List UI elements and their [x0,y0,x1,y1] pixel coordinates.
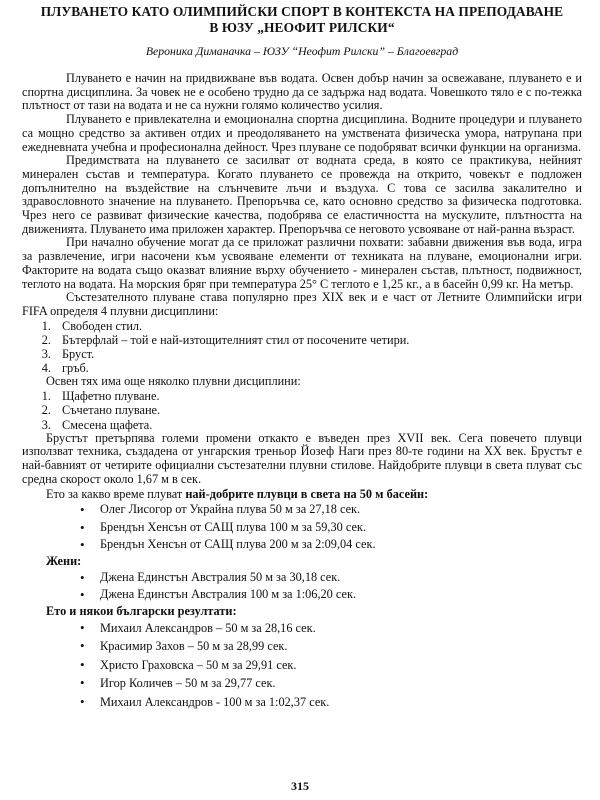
paragraph-2: Плуването е привлекателна и емоционална спортна дисциплина. Водните процедури и плуването са мощно средство за активен отдих и преодоляването на умствената физическа умора, натрупана при ежедневната учебна и професионална дейност. Чрез плуване се подобряват всички функции на организма. [22,112,582,154]
page-number: 315 [291,779,309,793]
bulgarian-results-list [22,619,582,712]
article-author: Вероника Диманачка – ЮЗУ “Неофит Рилски” – Благоевград [145,44,459,58]
women-label: Жени: [46,553,82,568]
paragraph-1: Плуването е начин на придвижване във водата. Освен добър начин за освежаване, плуването е и спортна дисциплина. За човек не е особено трудно да се задържа над водата. Човешкото тяло е с по-тежка плътност от тази на водата и не са нужни голямо количество усилия. [22,71,582,113]
list-item: 2. Съчетано плуване. [54,403,582,417]
list-item: • Брендън Хенсън от САЩ плува 100 м за 59,30 сек. [100,519,582,537]
list-item: 1. Свободен стил. [54,319,582,333]
list-item: • Брендън Хенсън от САЩ плува 200 м за 2:09,04 сек. [100,536,582,554]
list-item: • Олег Лисогор от Украйна плува 50 м за 27,18 сек. [100,501,582,519]
list-item: 2. Бътерфлай – той е най-изтощителният стил от посочените четири. [54,333,582,347]
men-results-list [22,501,582,554]
list-item: • Михаил Александров – 50 м за 28,16 сек. [100,619,582,638]
paragraph-4: При начално обучение могат да се приложат различни похвати: забавни движения във вода, игра за развлечение, игри насочени към усвояване елементи от техниката на плуване, емоционални игри. Факторите на водата също оказват влияние върху обучението - минерален състав, плътност, подвижност, теглото на водата. На морския бряг при температура 25° С теглото е 1,25 кг., а в басейн 0,99 кг. На метър. [22,235,582,291]
list-item: • Михаил Александров - 100 м за 1:02,37 сек. [100,693,582,712]
article-title [22,4,582,36]
paragraph-5: Състезателното плуване става популярно през XIX век и е част от Летните Олимпийски игри FIFA определя 4 плувни дисциплини: [22,290,582,318]
bg-intro-text: Ето и [46,604,80,619]
other-disciplines-list [22,389,582,432]
list-item: • Джена Единстън Австралия 100 м за 1:06,20 сек. [100,586,582,604]
list-item: • Христо Граховска – 50 м за 29,91 сек. [100,656,582,675]
paragraph-3: Предимствата на плуването се засилват от водната среда, в която се практикува, нейният минерален състав и температура. Когато плуването се провежда на открито, човекът е подложен допълнително на въздействие на слънчевите лъчи и въздуха. С това се засилва закалително и здравословното значение на плуването. Препоръчва се, като основно средство за физическа подготовка. Чрез него се развиват физические качества, подобрява се еластичността на мускулите, плътността на движенията. Плуването има приложен характер. Препоръчва се неговото усвояване от най-ранна възраст. [22,153,582,236]
bulgarian-results-intro [22,604,582,619]
list-item: • Красимир Захов – 50 м за 28,99 сек. [100,637,582,656]
list-item: • Джена Единстън Австралия 50 м за 30,18 сек. [100,569,582,587]
best-intro-bold: най-добрите плувци в света на 50 м басейн: [185,486,429,501]
bg-intro-bold: някои български резултати: [79,604,237,619]
list-item: • Игор Количев – 50 м за 29,77 сек. [100,674,582,693]
list-item: 3. Бруст. [54,347,582,361]
other-disciplines-intro: Освен тях има още няколко плувни дисциплини: [46,374,301,389]
women-results-list [22,569,582,604]
title-line-2: В ЮЗУ „НЕОФИТ РИЛСКИ“ [209,20,395,35]
list-item: 1. Щафетно плуване. [54,389,582,403]
list-item: 3. Смесена щафета. [54,418,582,432]
title-line-1: ПЛУВАНЕТО КАТО ОЛИМПИЙСКИ СПОРТ В КОНТЕКСТА НА ПРЕПОДАВАНЕ [40,4,564,19]
disciplines-list [22,319,582,376]
best-swimmers-intro [22,487,582,502]
best-intro-text: Ето за какво време плуват [46,486,186,501]
list-item: 4. гръб. [54,361,582,375]
breaststroke-paragraph: Брустът претърпява големи промени откакто е въведен през XVII век. Сега повечето плувци използват техника, създадена от унгарския треньор Йозеф Наги през 80-те години на XX век. Брустът е най-бавният от четирите официални състезателни плувни стилове. Найдобрите плувци в света плуват със средна скорост около 1,67 м в сек. [22,430,582,486]
